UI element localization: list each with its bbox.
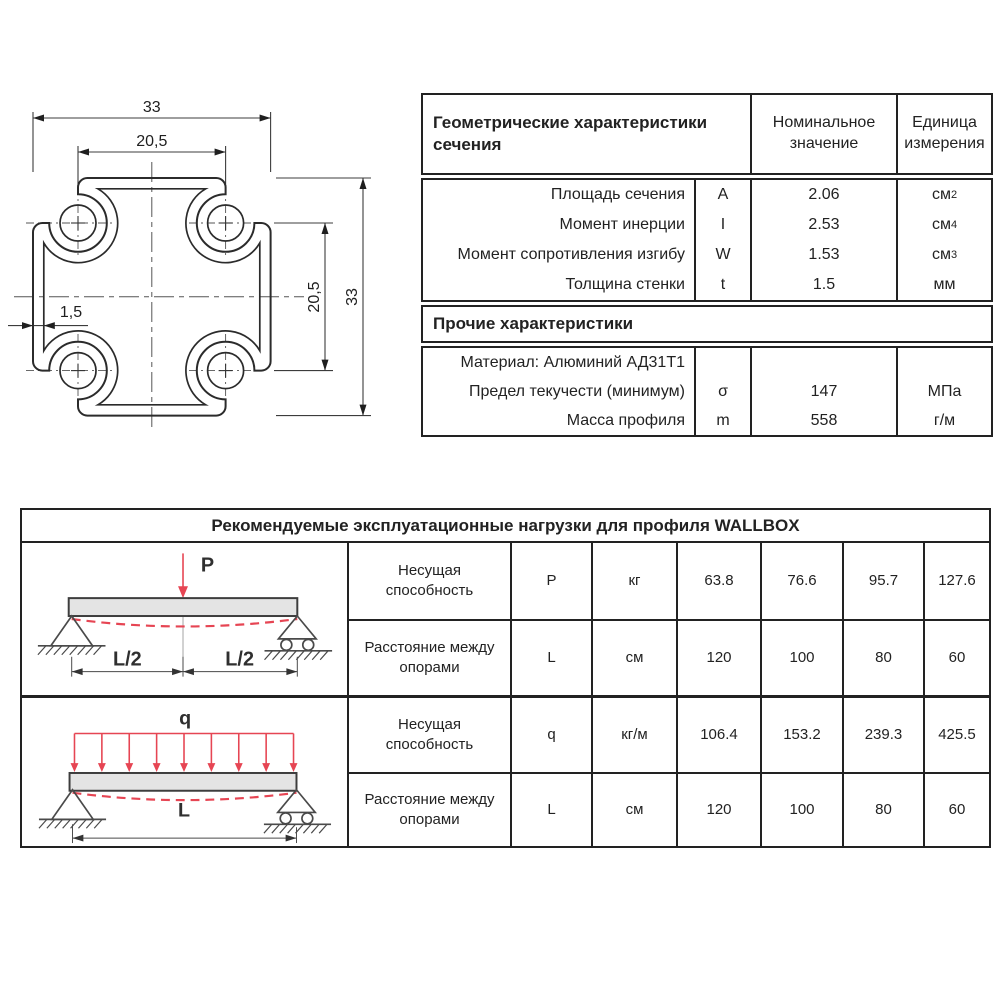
- geo-row-unit: см 3: [896, 240, 991, 270]
- load-value: 63.8: [676, 543, 760, 619]
- load-value: 425.5: [923, 698, 989, 772]
- load-row-unit: см: [591, 772, 676, 846]
- material-row-label: Масса профиля: [566, 411, 685, 429]
- load-value: 80: [842, 772, 923, 846]
- load-value: 60: [923, 772, 989, 846]
- geo-row-symbol: I: [694, 210, 750, 240]
- dim-slot-height: 20,5: [306, 281, 323, 313]
- geo-row-value: 1.5: [750, 270, 896, 300]
- load-row-label: Несущая способность: [347, 698, 510, 772]
- other-characteristics-title: Прочие характеристики: [421, 305, 993, 343]
- geo-row-symbol: W: [694, 240, 750, 270]
- dim-wall-thickness: 1,5: [59, 304, 83, 321]
- geo-row-value: 1.53: [750, 240, 896, 270]
- geo-table-header: [421, 93, 993, 175]
- span-half-label: L/2: [113, 648, 142, 671]
- ground-hatch: [264, 824, 327, 833]
- span-half-label: L/2: [225, 648, 255, 671]
- load-row-label: Расстояние между опорами: [347, 772, 510, 846]
- load-value: 239.3: [842, 698, 923, 772]
- geometric-characteristics-table: [421, 93, 993, 437]
- load-row-unit: кг/м: [591, 698, 676, 772]
- geo-table-title: Геометрические характеристики сечения: [433, 112, 708, 154]
- load-row-symbol: P: [510, 543, 591, 619]
- load-row-symbol: L: [510, 772, 591, 846]
- material-row-label: Материал: Алюминий АД31Т1: [460, 353, 685, 371]
- geo-row-label: Момент сопротивления изгибу: [457, 246, 685, 263]
- load-value: 120: [676, 619, 760, 695]
- material-row-value: [750, 348, 896, 377]
- load-value: 60: [923, 619, 989, 695]
- material-row-unit: МПа: [896, 377, 991, 406]
- geo-row-unit: мм: [896, 270, 991, 300]
- profile-cross-section-drawing: [8, 88, 398, 440]
- load-row-symbol: q: [510, 698, 591, 772]
- geo-row-label: Толщина стенки: [565, 276, 685, 293]
- geo-row-symbol: t: [694, 270, 750, 300]
- material-row-value: 558: [750, 406, 896, 435]
- geo-row-label: Момент инерции: [559, 216, 685, 233]
- ground-hatch: [38, 646, 102, 655]
- geo-row-value: 2.06: [750, 180, 896, 210]
- point-load-beam-diagram: [22, 543, 347, 695]
- load-value: 153.2: [760, 698, 842, 772]
- geo-col-unit: Единица измерения: [896, 95, 991, 173]
- material-row-unit: [896, 348, 991, 377]
- point-load-label: P: [200, 554, 215, 577]
- geo-row-unit: см 2: [896, 180, 991, 210]
- geo-table-body: [421, 178, 993, 302]
- load-row-symbol: L: [510, 619, 591, 695]
- span-label: L: [177, 799, 191, 822]
- geo-row-label: Площадь сечения: [550, 186, 685, 203]
- material-row-value: 147: [750, 377, 896, 406]
- load-arrowheads: [71, 763, 298, 772]
- load-value: 120: [676, 772, 760, 846]
- dim-overall-width: 33: [142, 99, 161, 116]
- material-row-symbol: m: [694, 406, 750, 435]
- geo-col-nominal-value: Номинальное значение: [750, 95, 896, 173]
- geo-row-symbol: A: [694, 180, 750, 210]
- material-row-symbol: [694, 348, 750, 377]
- material-table-body: [421, 346, 993, 437]
- load-row-unit: см: [591, 619, 676, 695]
- load-value: 100: [760, 772, 842, 846]
- geo-row-unit: см 4: [896, 210, 991, 240]
- ground-hatch: [265, 651, 329, 660]
- load-value: 76.6: [760, 543, 842, 619]
- load-value: 95.7: [842, 543, 923, 619]
- load-value: 80: [842, 619, 923, 695]
- load-row-label: Несущая способность: [347, 543, 510, 619]
- dim-slot-width: 20,5: [136, 133, 168, 150]
- material-row-label: Предел текучести (минимум): [469, 382, 685, 400]
- load-value: 106.4: [676, 698, 760, 772]
- load-section-point: [22, 543, 989, 695]
- dim-overall-height: 33: [344, 288, 361, 306]
- material-row-symbol: σ: [694, 377, 750, 406]
- distributed-load-label: q: [179, 707, 192, 730]
- geo-row-value: 2.53: [750, 210, 896, 240]
- recommended-loads-table: [20, 508, 991, 848]
- material-row-unit: г/м: [896, 406, 991, 435]
- load-section-distributed: [22, 695, 989, 846]
- load-value: 127.6: [923, 543, 989, 619]
- load-row-label: Расстояние между опорами: [347, 619, 510, 695]
- load-value: 100: [760, 619, 842, 695]
- distributed-load-beam-diagram: [22, 698, 347, 846]
- load-row-unit: кг: [591, 543, 676, 619]
- load-table-title: Рекомендуемые эксплуатационные нагрузки для профиля WALLBOX: [22, 510, 989, 543]
- ground-hatch: [39, 819, 102, 828]
